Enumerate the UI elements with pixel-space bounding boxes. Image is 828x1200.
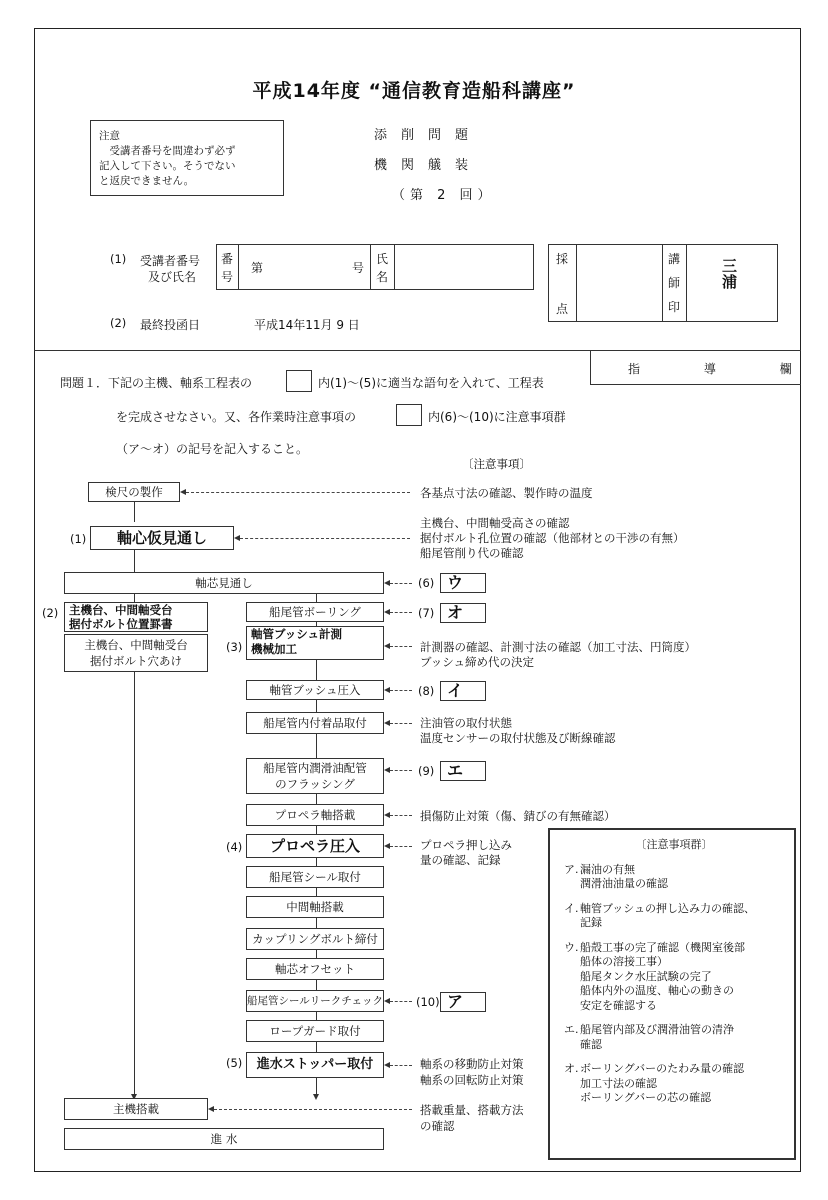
caution-o-l3: ボーリングバーの芯の確認 — [580, 1091, 712, 1104]
note-kenjaku: 各基点寸法の確認、製作時の温度 — [420, 486, 593, 500]
notice-line-1: 受講者番号を間違わず必ず — [109, 145, 236, 157]
note-keisoku-l1: 計測器の確認、計測寸法の確認（加工寸法、円筒度） — [420, 640, 696, 654]
ban-a: 番 — [221, 252, 234, 266]
item1-number: (1) — [110, 252, 127, 266]
note-keisoku-l2: ブッシュ締め代の決定 — [420, 655, 534, 669]
caution-u-label: ウ. — [564, 940, 579, 954]
answer-7-number: (7) — [418, 606, 435, 620]
note-naifu-l1: 注油管の取付状態 — [420, 716, 512, 730]
answer-9: エ — [440, 761, 486, 781]
step-offset — [246, 958, 384, 980]
step-4-number: (4) — [226, 840, 243, 854]
step-2-answer — [64, 602, 208, 632]
step-shinsui — [64, 1128, 384, 1150]
step-propshaft — [246, 804, 384, 826]
answer-8: イ — [440, 681, 486, 701]
caution-group-box — [548, 828, 796, 1160]
step-shuki — [64, 1098, 208, 1120]
step-chukan-label: 中間軸搭載 — [286, 900, 344, 914]
step-junkatsu — [246, 758, 384, 794]
caution-e-l2: 確認 — [580, 1037, 602, 1051]
section-divider — [34, 350, 801, 351]
shi-label: 師 — [668, 276, 681, 290]
item1-label-b: 及び氏名 — [148, 270, 197, 284]
step-seal-label: 船尾管シール取付 — [269, 870, 361, 884]
caution-i-l2: 記録 — [580, 916, 602, 929]
caution-a-l1: 漏油の有無 — [580, 862, 635, 876]
blank-box-2 — [396, 404, 422, 426]
item2-label: 最終投函日 — [140, 318, 201, 332]
dai-label: 第 — [251, 261, 264, 275]
answer-10: ア — [440, 992, 486, 1012]
caution-a-l2: 潤滑油油量の確認 — [580, 877, 668, 890]
in-label: 印 — [668, 300, 681, 314]
caution-group-header: 〔注意事項群〕 — [635, 838, 713, 851]
step-kenjaku — [88, 482, 180, 502]
caution-header: 〔注意事項〕 — [462, 457, 531, 471]
subject-line-3: （第 2 回） — [392, 188, 496, 203]
caution-i-l1: 軸管ブッシュの押し込み力の確認、 — [580, 901, 756, 915]
step-3-answer-l2: 機械加工 — [251, 642, 297, 656]
step-kenjaku-label: 検尺の製作 — [105, 485, 163, 499]
step-2-answer-l2: 据付ボルト位置罫書 — [69, 617, 173, 631]
note-kari-l1: 主機台、中間軸受高さの確認 — [420, 516, 570, 530]
step-jikushin — [64, 572, 384, 594]
step-shuki-label: 主機搭載 — [113, 1102, 159, 1116]
caution-u-l3: 船尾タンク水圧試験の完了 — [580, 969, 712, 983]
note-kari-l2: 据付ボルト孔位置の確認（他部材との干渉の有無） — [420, 531, 685, 545]
score-field[interactable] — [580, 248, 658, 318]
question-line-3: （ア〜オ）の記号を記入すること。 — [116, 442, 309, 456]
blank-box-1 — [286, 370, 312, 392]
caution-u-l2: 船体の溶接工事） — [580, 955, 668, 968]
step-jikushin-label: 軸芯見通し — [195, 576, 253, 590]
step-boring — [246, 602, 384, 622]
caution-e-label: エ. — [564, 1023, 579, 1036]
note-kari — [420, 516, 685, 561]
step-3-answer-l1: 軸管ブッシュ計測 — [251, 627, 342, 641]
note-shuki-l2: の確認 — [420, 1119, 455, 1133]
note-shuki-l1: 搭載重量、搭載方法 — [420, 1103, 524, 1117]
notice-box — [90, 120, 284, 196]
note-stopper-l2: 軸系の回転防止対策 — [420, 1073, 524, 1087]
notice-line-3: と返戻できません。 — [99, 175, 195, 187]
question-line-2a: を完成させなさい。又、各作業時注意事項の — [116, 410, 357, 424]
step-shukidai — [64, 634, 208, 672]
note-keisoku — [420, 640, 696, 670]
step-leak — [246, 990, 384, 1012]
item2-number: (2) — [110, 316, 127, 330]
note-kari-l3: 船尾管削り代の確認 — [420, 546, 524, 560]
answer-8-number: (8) — [418, 684, 435, 698]
step-1-answer: 軸心仮見通し — [90, 526, 234, 550]
step-offset-label: 軸芯オフセット — [274, 962, 356, 976]
step-5-answer: 進水ストッパー取付 — [246, 1052, 384, 1078]
step-1-number: (1) — [70, 532, 87, 546]
notice-heading: 注意 — [99, 130, 120, 142]
step-propshaft-label: プロペラ軸搭載 — [274, 808, 356, 822]
question-line-1a: 問題１．下記の主機、軸系工程表の — [60, 376, 253, 390]
caution-o-label: オ. — [564, 1062, 579, 1075]
question-line-1b: 内(1)〜(5)に適当な語句を入れて、工程表 — [318, 376, 544, 390]
kou-label: 講 — [668, 252, 681, 266]
note-stopper-l1: 軸系の移動防止対策 — [420, 1057, 524, 1071]
note-shuki — [420, 1102, 524, 1134]
answer-10-number: (10) — [416, 995, 440, 1009]
answer-6: ウ — [440, 573, 486, 593]
instructor-seal: 三浦 — [722, 257, 738, 291]
caution-u-l5: 安定を確認する — [580, 998, 657, 1012]
ban-b: 号 — [221, 270, 234, 284]
step-junkatsu-l1: 船尾管内潤滑油配管 — [263, 761, 367, 775]
step-2-answer-l1: 主機台、中間軸受台 — [69, 603, 173, 617]
student-name-field[interactable] — [398, 248, 530, 286]
ten-label: 点 — [556, 302, 569, 316]
subject-line-1: 添削問題 — [374, 128, 483, 143]
answer-6-number: (6) — [418, 576, 435, 590]
step-5-number: (5) — [226, 1056, 243, 1070]
step-leak-label: 船尾管シールリークチェック — [247, 995, 383, 1007]
caution-e-l1: 船尾管内部及び潤滑油管の清浄 — [580, 1023, 734, 1036]
shi-b: 名 — [376, 270, 389, 284]
shi-a: 氏 — [376, 252, 389, 266]
notice-line-2: 記入して下さい。そうでない — [99, 160, 236, 172]
step-4-answer: プロペラ圧入 — [246, 834, 384, 858]
caution-u-l1: 船殻工事の完了確認（機関室後部 — [580, 940, 745, 954]
step-shinsui-label: 進 水 — [210, 1132, 238, 1146]
caution-i-label: イ. — [564, 901, 579, 915]
student-number-field[interactable] — [250, 258, 366, 274]
note-stopper — [420, 1056, 524, 1088]
step-2-number: (2) — [42, 606, 59, 620]
caution-u-l4: 船体内外の温度、軸心の動きの — [580, 984, 734, 997]
step-seal — [246, 866, 384, 888]
note-prop — [420, 838, 512, 868]
caution-a-label: ア. — [564, 862, 579, 876]
step-bush — [246, 680, 384, 700]
step-rope-label: ロープガード取付 — [269, 1024, 361, 1038]
answer-7: オ — [440, 603, 486, 623]
step-shukidai-l1: 主機台、中間軸受台 — [84, 638, 188, 652]
step-junkatsu-l2: のフラッシング — [275, 777, 355, 791]
caution-o-l1: ボーリングバーのたわみ量の確認 — [580, 1062, 745, 1075]
step-bush-label: 軸管ブッシュ圧入 — [269, 683, 361, 697]
step-3-answer — [246, 626, 384, 660]
question-line-2b: 内(6)〜(10)に注意事項群 — [428, 410, 566, 424]
step-rope — [246, 1020, 384, 1042]
note-naifu — [420, 716, 616, 746]
note-prop-l2: 量の確認、記録 — [420, 853, 501, 867]
step-naifu-label: 船尾管内付着品取付 — [263, 716, 367, 730]
note-propshaft: 損傷防止対策（傷、錆びの有無確認） — [420, 809, 616, 823]
step-naifu — [246, 712, 384, 734]
go-label: 号 — [352, 261, 365, 275]
step-shukidai-l2: 据付ボルト穴あけ — [90, 654, 182, 668]
document-title: 平成14年度 “通信教育造船科講座” — [252, 80, 576, 102]
subject-line-2: 機関艤装 — [374, 158, 483, 173]
step-coupling — [246, 928, 384, 950]
item1-label-a: 受講者番号 — [140, 254, 201, 268]
step-boring-label: 船尾管ボーリング — [269, 605, 361, 619]
item2-value: 平成14年11月 9 日 — [254, 318, 360, 332]
guidance-label: 指 導 欄 — [628, 362, 822, 376]
note-prop-l1: プロペラ押し込み — [420, 838, 512, 852]
note-naifu-l2: 温度センサーの取付状態及び断線確認 — [420, 731, 616, 745]
sai-label: 採 — [556, 252, 569, 266]
step-chukan — [246, 896, 384, 918]
caution-o-l2: 加工寸法の確認 — [580, 1076, 657, 1090]
step-3-number: (3) — [226, 640, 243, 654]
step-coupling-label: カップリングボルト締付 — [252, 932, 378, 946]
answer-9-number: (9) — [418, 764, 435, 778]
